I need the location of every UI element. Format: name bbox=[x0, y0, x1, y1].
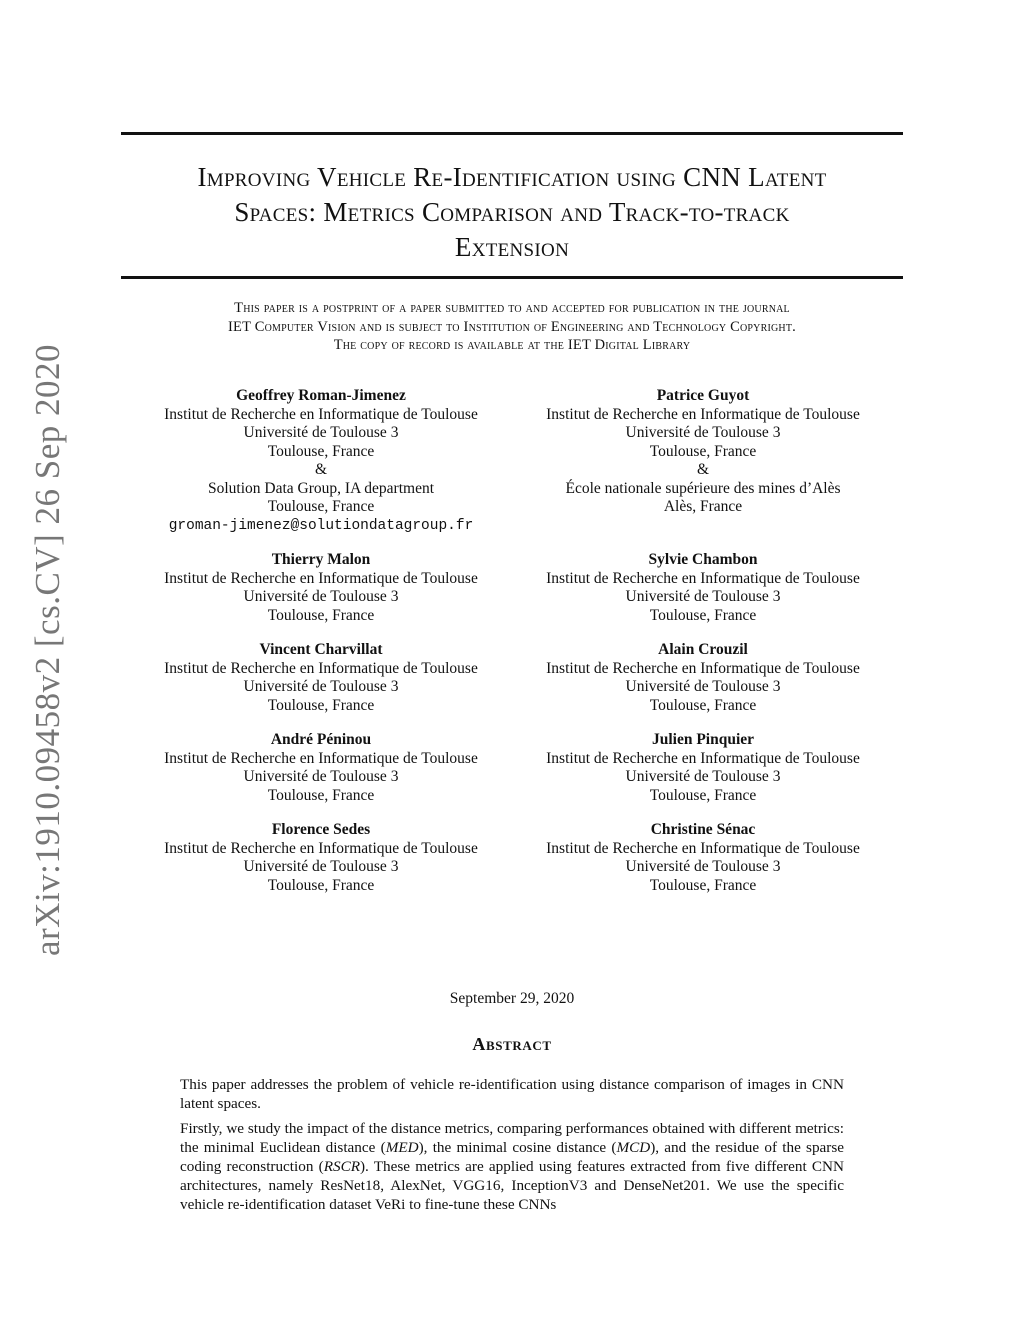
author-list bbox=[130, 387, 894, 895]
author-affiliation-line: Institut de Recherche en Informatique de Toulouse bbox=[164, 569, 478, 587]
notice-line: IET Computer Vision and is subject to Institution of Engineering and Technology Copyright. bbox=[228, 318, 796, 335]
author-name: André Péninou bbox=[270, 731, 372, 748]
author-affiliation-line: Solution Data Group, IA department bbox=[208, 479, 434, 497]
postprint-notice bbox=[100, 299, 924, 355]
author-affiliation-line: Toulouse, France bbox=[267, 786, 375, 804]
title-bottom-rule bbox=[121, 276, 903, 279]
author-affiliation-line: Université de Toulouse 3 bbox=[625, 424, 781, 441]
title-line: Improving Vehicle Re-Identification using CNN Latent bbox=[197, 162, 827, 192]
notice-line: This paper is a postprint of a paper submitted to and accepted for publication in the journal bbox=[234, 300, 790, 316]
author-affiliation-line: Université de Toulouse 3 bbox=[243, 678, 399, 695]
author-affiliation-line: Alès, France bbox=[663, 498, 743, 515]
abstract-paragraph: This paper addresses the problem of vehicle re-identification using distance comparison of images in CNN latent spaces. bbox=[180, 1076, 844, 1112]
author-affiliation-line: Toulouse, France bbox=[649, 696, 757, 714]
author-affiliation-line: Université de Toulouse 3 bbox=[625, 858, 781, 875]
author-name: Thierry Malon bbox=[271, 551, 371, 568]
author-affiliation-line: Université de Toulouse 3 bbox=[625, 768, 781, 785]
author-affiliation-line: Université de Toulouse 3 bbox=[243, 424, 399, 441]
author-name: Julien Pinquier bbox=[651, 731, 755, 748]
title-line: Spaces: Metrics Comparison and Track-to-track bbox=[234, 197, 790, 227]
math-rscr: RSCR bbox=[323, 1158, 360, 1175]
author-block bbox=[512, 387, 894, 535]
author-affiliation-line: Institut de Recherche en Informatique de Toulouse bbox=[546, 839, 860, 857]
abstract-paragraph bbox=[180, 1119, 844, 1214]
math-mcd: MCD bbox=[616, 1139, 651, 1156]
author-affiliation-line: Université de Toulouse 3 bbox=[625, 588, 781, 605]
paper-date: September 29, 2020 bbox=[449, 990, 575, 1007]
author-block bbox=[130, 387, 512, 535]
author-affiliation-line: Université de Toulouse 3 bbox=[243, 858, 399, 875]
abstract-text: ). These metrics are applied using features extracted from five different CNN architectures, namely ResNet18, AlexNet, VGG16, InceptionV3 and DenseNet201. We use the specific vehicle re-identification dataset VeRi to fine-tune these CNNs bbox=[180, 1158, 844, 1213]
author-affiliation-line: Université de Toulouse 3 bbox=[243, 588, 399, 605]
author-name: Florence Sedes bbox=[271, 821, 371, 838]
abstract-text: ), the minimal cosine distance ( bbox=[418, 1139, 617, 1156]
author-affiliation-line: Université de Toulouse 3 bbox=[625, 678, 781, 695]
author-name: Geoffrey Roman-Jimenez bbox=[236, 387, 406, 404]
author-affiliation-line: Toulouse, France bbox=[267, 876, 375, 894]
author-block bbox=[130, 731, 512, 805]
author-affiliation-line: Institut de Recherche en Informatique de Toulouse bbox=[546, 405, 860, 423]
author-block bbox=[512, 731, 894, 805]
math-med: MED bbox=[385, 1139, 419, 1156]
author-email[interactable]: groman-jimenez@solutiondatagroup.fr bbox=[168, 517, 474, 534]
arxiv-identifier: arXiv:1910.09458v2 [cs.CV] 26 Sep 2020 bbox=[28, 343, 67, 957]
author-affiliation-line: & bbox=[696, 461, 710, 478]
author-affiliation-line: Institut de Recherche en Informatique de Toulouse bbox=[546, 749, 860, 767]
author-affiliation-line: Institut de Recherche en Informatique de Toulouse bbox=[164, 659, 478, 677]
author-affiliation-line: Institut de Recherche en Informatique de Toulouse bbox=[164, 405, 478, 423]
author-affiliation-line: Toulouse, France bbox=[267, 498, 375, 515]
author-block bbox=[512, 551, 894, 625]
abstract-text: Firstly, we study the impact of the distance metrics, comparing performances obtained with different metrics: the minimal Euclidean distance ( bbox=[180, 1120, 844, 1156]
notice-line: The copy of record is available at the IET Digital Library bbox=[333, 337, 691, 353]
author-name: Alain Crouzil bbox=[658, 641, 748, 658]
author-affiliation-line: École nationale supérieure des mines d’Alès bbox=[565, 479, 841, 497]
author-affiliation-line: Institut de Recherche en Informatique de Toulouse bbox=[164, 839, 478, 857]
abstract-text: ), and the residue of the sparse coding reconstruction ( bbox=[180, 1139, 845, 1175]
abstract-body bbox=[180, 1075, 844, 1220]
author-name: Christine Sénac bbox=[650, 821, 756, 838]
title-top-rule bbox=[121, 132, 903, 135]
author-affiliation-line: Université de Toulouse 3 bbox=[243, 768, 399, 785]
author-block bbox=[130, 821, 512, 895]
title-line: Extension bbox=[454, 232, 570, 262]
author-affiliation-line: Institut de Recherche en Informatique de Toulouse bbox=[546, 569, 860, 587]
author-name: Patrice Guyot bbox=[656, 387, 750, 404]
author-name: Sylvie Chambon bbox=[648, 551, 758, 568]
author-name: Vincent Charvillat bbox=[259, 641, 383, 658]
author-affiliation-line: Toulouse, France bbox=[649, 876, 757, 894]
author-block bbox=[130, 551, 512, 625]
author-block bbox=[512, 641, 894, 715]
author-affiliation-line: Institut de Recherche en Informatique de Toulouse bbox=[164, 749, 478, 767]
abstract-heading: Abstract bbox=[472, 1034, 552, 1054]
author-block bbox=[130, 641, 512, 715]
author-affiliation-line: Institut de Recherche en Informatique de Toulouse bbox=[546, 659, 860, 677]
author-affiliation-line: Toulouse, France bbox=[649, 606, 757, 624]
author-block bbox=[512, 821, 894, 895]
author-affiliation-line: Toulouse, France bbox=[649, 442, 757, 460]
author-affiliation-line: Toulouse, France bbox=[267, 442, 375, 460]
paper-title bbox=[121, 160, 903, 265]
author-affiliation-line: Toulouse, France bbox=[267, 606, 375, 624]
author-affiliation-line: & bbox=[314, 461, 328, 478]
author-affiliation-line: Toulouse, France bbox=[267, 696, 375, 714]
author-affiliation-line: Toulouse, France bbox=[649, 786, 757, 804]
